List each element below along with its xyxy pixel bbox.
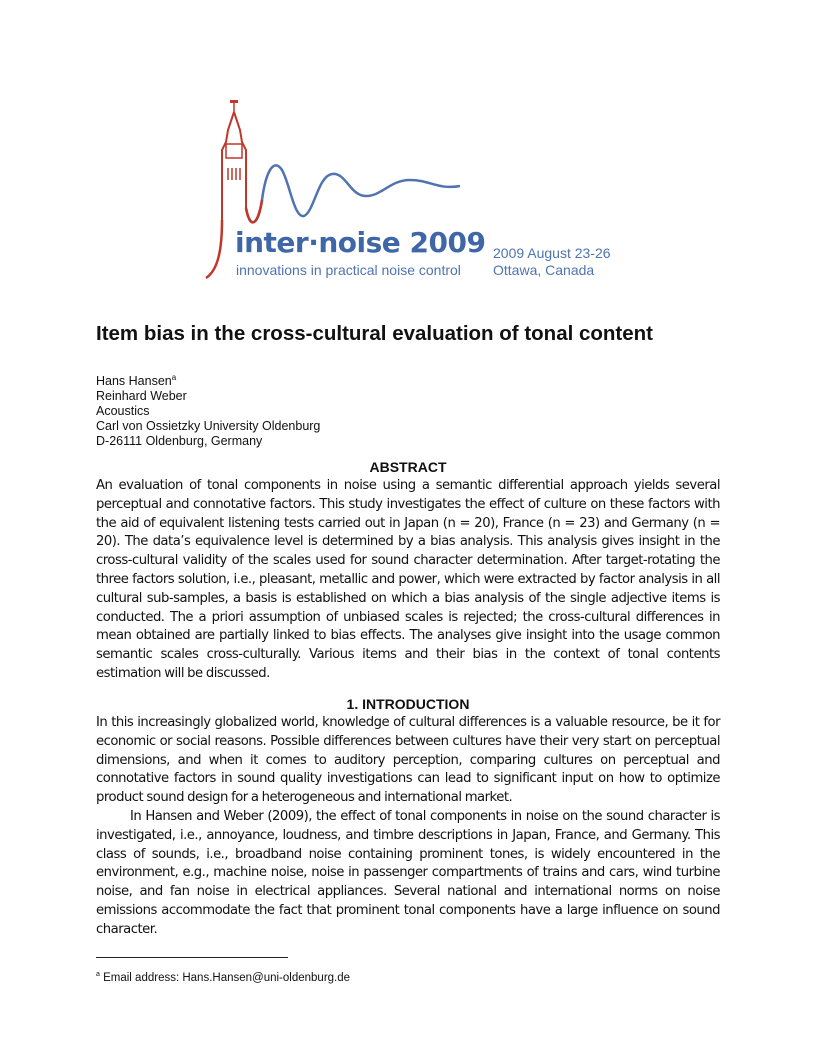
author-2: Reinhard Weber <box>96 389 187 403</box>
author-address: D-26111 Oldenburg, Germany <box>96 434 263 448</box>
conference-location: Ottawa, Canada <box>493 262 595 278</box>
author-1-footnote-mark: a <box>171 373 177 382</box>
author-department: Acoustics <box>96 404 150 418</box>
introduction-body <box>96 714 720 940</box>
author-university: Carl von Ossietzky University Oldenburg <box>96 419 321 433</box>
intro-paragraph-1: In this increasingly globalized world, knowledge of cultural differences is a valuable resource, be it for economic or social reasons. Possible differences between cultures have their very start on perceptual dimensions, and when it comes to auditory perception, comparing cultures on perceptual and connotative factors in sound quality investigations can lead to significant input on how to optimize product sound design for a heterogeneous and international market. <box>96 715 720 806</box>
footnote-mark: a <box>96 971 100 978</box>
abstract-heading: ABSTRACT <box>369 459 447 475</box>
footnote-text: Email address: Hans.Hansen@uni-oldenburg.de <box>99 972 351 984</box>
logo-tagline: innovations in practical noise control <box>236 262 461 278</box>
footnote-divider <box>96 957 288 958</box>
abstract-paragraph: An evaluation of tonal components in noise using a semantic differential approach yields several perceptual and connotative factors. This study investigates the effect of culture on these factors with the aid of equivalent listening tests carried out in Japan (n = 20), France (n = 23) and Germany (n = 20). The data’s equivalence level is determined by a bias analysis. This analysis gives insight in the cross-cultural validity of the scales used for sound character determination. After target-rotating the three factors solution, i.e., pleasant, metallic and power, which were extracted by factor analysis in all cultural sub-samples, a basis is established on which a bias analysis of the single adjective items is conducted. The a priori assumption of unbiased scales is rejected; the cross-cultural differences in mean obtained are partially linked to bias effects. The analyses give insight into the usage common semantic scales cross-culturally. Various items and their bias in the context of tonal contents estimation will be discussed. <box>96 478 720 681</box>
author-1-name: Hans Hansen <box>96 374 172 388</box>
conference-logo <box>198 100 618 282</box>
intro-paragraph-2: In Hansen and Weber (2009), the effect of tonal components in noise on the sound character is investigated, i.e., annoyance, loudness, and timbre descriptions in Japan, France, and Germany. This class of sounds, i.e., broadband noise containing prominent tones, is widely encountered in the environment, e.g., machine noise, noise in passenger compartments of trains and cars, wind turbine noise, and fan noise in electrical appliances. Several national and international norms on noise emissions accommodate the fact that prominent tonal components have a large influence on sound character. <box>96 808 720 937</box>
author-block <box>96 370 320 449</box>
author-1 <box>96 370 320 389</box>
conference-date: 2009 August 23-26 <box>493 245 611 261</box>
introduction-heading: 1. INTRODUCTION <box>346 696 470 712</box>
footnote <box>96 968 350 985</box>
abstract-body <box>96 477 720 684</box>
logo-wordmark: inter·noise 2009 <box>235 226 486 259</box>
paper-title: Item bias in the cross-cultural evaluation of tonal content <box>96 322 654 345</box>
